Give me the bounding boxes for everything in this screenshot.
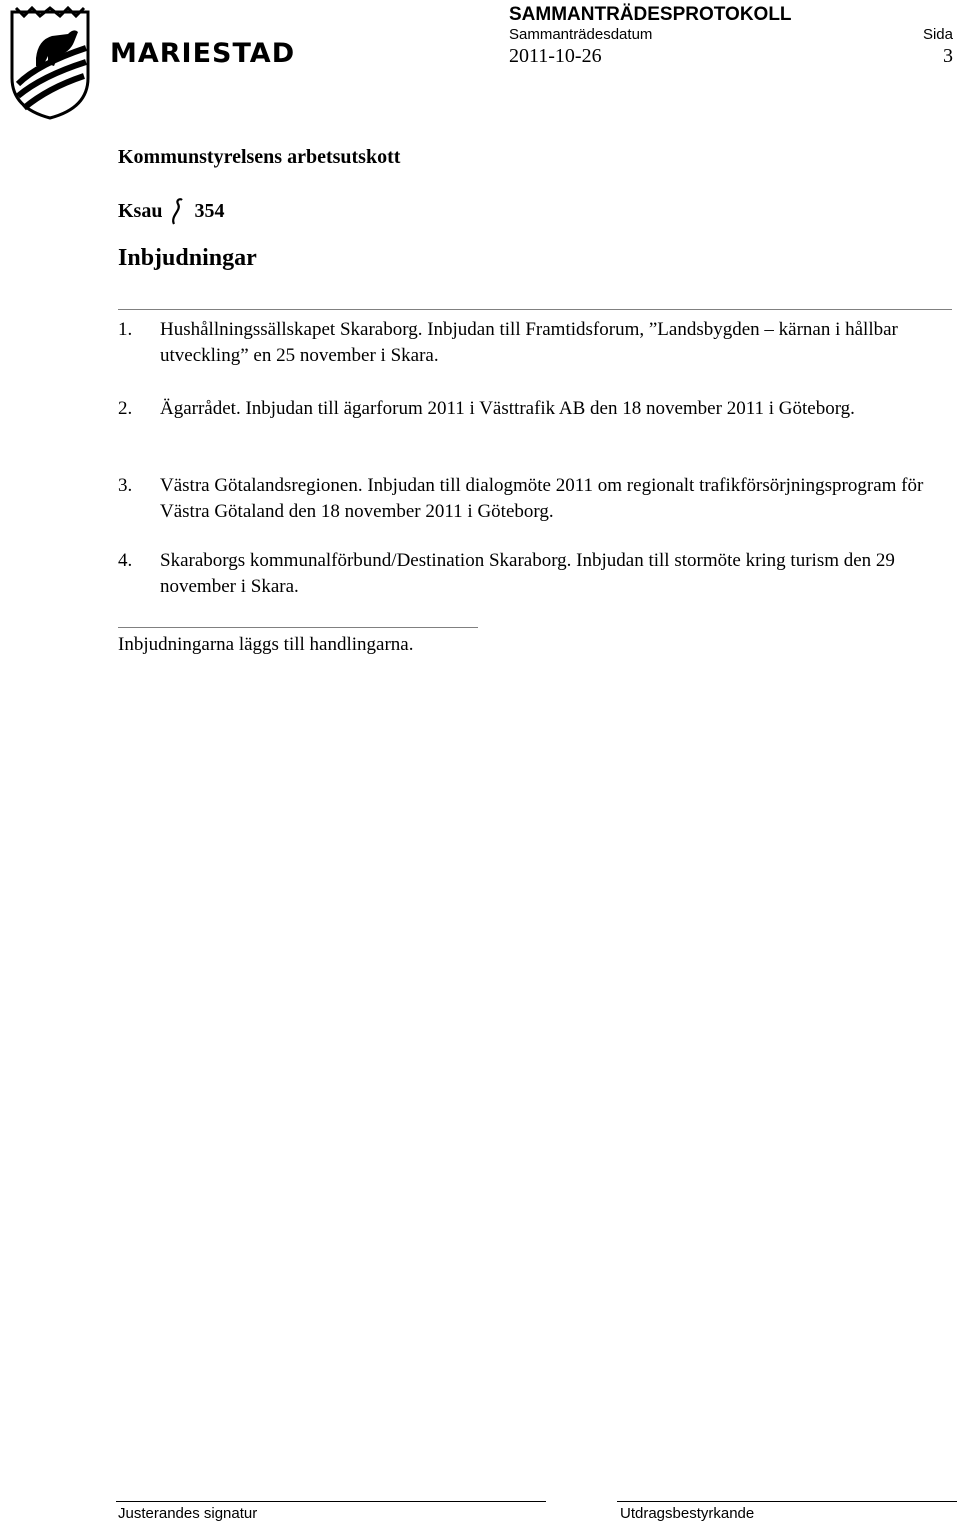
list-item-number: 4.	[118, 550, 133, 571]
list-item-text: Hushållningssällskapet Skaraborg. Inbjudan till Framtidsforum, ”Landsbygden – kärnan i hållbar utveckling” en 25 november i Skara.	[160, 319, 898, 366]
list-item	[118, 396, 928, 422]
section-number: 354	[194, 199, 225, 222]
list-item-text: Ägarrådet. Inbjudan till ägarforum 2011 i Västtrafik AB den 18 november 2011 i Göteborg.	[160, 398, 855, 419]
logo-wordmark: MARIESTAD	[110, 38, 296, 69]
list-item-number: 3.	[118, 475, 133, 496]
meeting-date: 2011-10-26	[509, 45, 602, 67]
decision-divider	[118, 627, 478, 628]
committee-name: Kommunstyrelsens arbetsutskott	[118, 146, 401, 168]
signature-line	[116, 1501, 546, 1502]
extract-certification-label: Utdragsbestyrkande	[620, 1505, 755, 1522]
page-heading: Inbjudningar	[118, 245, 257, 271]
signature-label: Justerandes signatur	[118, 1505, 258, 1522]
list-item	[118, 317, 928, 369]
section-prefix: Ksau	[118, 199, 163, 222]
page-number: 3	[943, 45, 953, 67]
list-item-number: 1.	[118, 319, 133, 340]
document-type-title: SAMMANTRÄDESPROTOKOLL	[509, 4, 792, 25]
list-item-text: Skaraborgs kommunalförbund/Destination Skaraborg. Inbjudan till stormöte kring turism den 29 november i Skara.	[160, 550, 895, 597]
heading-divider	[118, 309, 952, 310]
decision-text: Inbjudningarna läggs till handlingarna.	[118, 634, 414, 655]
list-item-number: 2.	[118, 398, 133, 419]
section-reference	[118, 196, 224, 226]
list-item	[118, 473, 928, 525]
page-label: Sida	[922, 26, 953, 43]
list-item-text: Västra Götalandsregionen. Inbjudan till dialogmöte 2011 om regionalt trafikförsörjningsprogram för Västra Götaland den 18 november 2011 i Göteborg.	[160, 475, 924, 522]
municipal-shield-logo	[8, 4, 92, 122]
list-item	[118, 548, 928, 600]
paragraph-sign-icon	[168, 196, 188, 226]
extract-line	[617, 1501, 957, 1502]
date-label: Sammanträdesdatum	[509, 26, 653, 43]
